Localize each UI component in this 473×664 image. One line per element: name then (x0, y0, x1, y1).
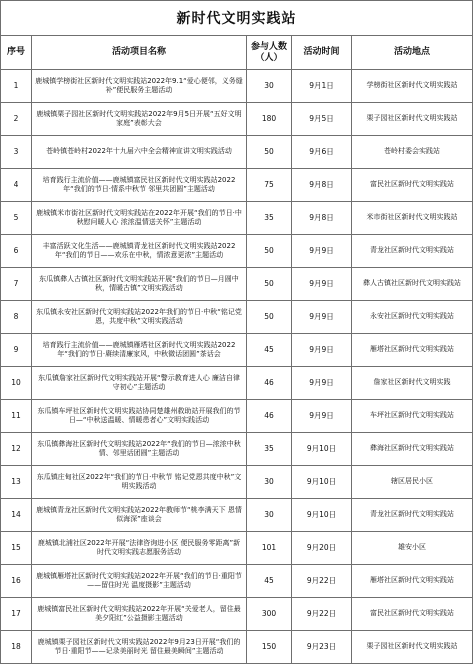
activity-time-cell[interactable]: 9月23日 (292, 631, 352, 664)
table-row (1, 202, 473, 235)
activity-name-cell[interactable]: 培育践行主流价值——鹿城镇富民社区新时代文明实践站2022年“我们的节日·情系中秋节 邻里共团圆”主题活动 (32, 169, 247, 202)
table-body (1, 70, 473, 664)
participant-count-cell[interactable]: 46 (247, 400, 292, 433)
row-index-cell[interactable]: 12 (1, 433, 32, 466)
header-index[interactable]: 序号 (1, 36, 32, 70)
activity-name-cell[interactable]: 鹿城镇栗子园社区新时代文明实践站2022年9月23日开展“我们的节日·重阳节——记录美丽时光 留住最美瞬间”主题活动 (32, 631, 247, 664)
header-location[interactable]: 活动地点 (352, 36, 473, 70)
activity-time-cell[interactable]: 9月10日 (292, 433, 352, 466)
activity-name-cell[interactable]: 鹿城镇雁塔社区新时代文明实践站2022年开展“我们的节日·重阳节——留住时光 温度摄影”主题活动 (32, 565, 247, 598)
participant-count-cell[interactable]: 75 (247, 169, 292, 202)
row-index-cell[interactable]: 17 (1, 598, 32, 631)
activity-location-cell[interactable]: 米市街社区新时代文明实践站 (352, 202, 473, 235)
participant-count-cell[interactable]: 30 (247, 70, 292, 103)
activity-location-cell[interactable]: 车坪社区新时代文明实践站 (352, 400, 473, 433)
table-row (1, 367, 473, 400)
row-index-cell[interactable]: 4 (1, 169, 32, 202)
participant-count-cell[interactable]: 150 (247, 631, 292, 664)
participant-count-cell[interactable]: 35 (247, 202, 292, 235)
activity-location-cell[interactable]: 彝人古镇社区新时代文明实践站 (352, 268, 473, 301)
activity-time-cell[interactable]: 9月20日 (292, 532, 352, 565)
table-row (1, 598, 473, 631)
table-row (1, 136, 473, 169)
activity-time-cell[interactable]: 9月9日 (292, 334, 352, 367)
activity-time-cell[interactable]: 9月8日 (292, 202, 352, 235)
table-title: 新时代文明实践站 (1, 1, 473, 36)
table-row (1, 301, 473, 334)
activity-time-cell[interactable]: 9月22日 (292, 598, 352, 631)
participant-count-cell[interactable]: 180 (247, 103, 292, 136)
activity-location-cell[interactable]: 雄安小区 (352, 532, 473, 565)
activity-location-cell[interactable]: 苍岭村委会实践站 (352, 136, 473, 169)
row-index-cell[interactable]: 15 (1, 532, 32, 565)
participant-count-cell[interactable]: 50 (247, 136, 292, 169)
table-row (1, 565, 473, 598)
table-row (1, 433, 473, 466)
activity-name-cell[interactable]: 苍岭镇苍岭村2022年十九届六中全会精神宣讲文明实践活动 (32, 136, 247, 169)
header-time[interactable]: 活动时间 (292, 36, 352, 70)
activity-time-cell[interactable]: 9月9日 (292, 367, 352, 400)
activity-name-cell[interactable]: 鹿城镇北浦社区2022年开展“法律咨询进小区 便民服务零距离”新时代文明实践志愿服务活动 (32, 532, 247, 565)
activity-name-cell[interactable]: 鹿城镇栗子园社区新时代文明实践站2022年9月5日开展“五好文明家庭”表彰大会 (32, 103, 247, 136)
activity-name-cell[interactable]: 鹿城镇学榜街社区新时代文明实践站2022年9.1“爱心便邻，义务缝补”便民服务主题活动 (32, 70, 247, 103)
activity-location-cell[interactable]: 彝海社区新时代文明实践站 (352, 433, 473, 466)
activity-name-cell[interactable]: 培育践行主流价值——鹿城镇雁塔社区新时代文明实践站2022年“我们的节日·赓续清廉家风，中秋微话团圆”茶话会 (32, 334, 247, 367)
activity-location-cell[interactable]: 青龙社区新时代文明实践站 (352, 235, 473, 268)
table-row (1, 103, 473, 136)
participant-count-cell[interactable]: 35 (247, 433, 292, 466)
table-row (1, 499, 473, 532)
activity-name-cell[interactable]: 东瓜镇车坪社区新时代文明实践站协同楚雄州救助站开展我们的节日—“中秋送温暖、情暖患者心”文明实践活动 (32, 400, 247, 433)
activity-location-cell[interactable]: 永安社区新时代文明实践站 (352, 301, 473, 334)
header-count[interactable]: 参与人数（人） (247, 36, 292, 70)
row-index-cell[interactable]: 11 (1, 400, 32, 433)
participant-count-cell[interactable]: 50 (247, 235, 292, 268)
title-row (1, 1, 473, 36)
activity-name-cell[interactable]: 东瓜镇庄甸社区2022年“我们的节日·中秋节 铭记党恩共度中秋”文明实践活动 (32, 466, 247, 499)
table-row (1, 268, 473, 301)
activity-time-cell[interactable]: 9月9日 (292, 400, 352, 433)
activity-name-cell[interactable]: 鹿城镇米市街社区新时代文明实践站在2022年开展“我们的节日·中秋慰问暖人心 浓浓温情送关怀”主题活动 (32, 202, 247, 235)
table-row (1, 466, 473, 499)
activity-location-cell[interactable]: 富民社区新时代文明实践站 (352, 169, 473, 202)
activity-time-cell[interactable]: 9月10日 (292, 466, 352, 499)
participant-count-cell[interactable]: 50 (247, 301, 292, 334)
row-index-cell[interactable]: 2 (1, 103, 32, 136)
activity-location-cell[interactable]: 栗子园社区新时代文明实践站 (352, 631, 473, 664)
activity-name-cell[interactable]: 鹿城镇富民社区新时代文明实践站2022年开展“关爱老人，留住最美夕阳红”公益摄影主题活动 (32, 598, 247, 631)
row-index-cell[interactable]: 10 (1, 367, 32, 400)
table-row (1, 532, 473, 565)
participant-count-cell[interactable]: 50 (247, 268, 292, 301)
header-name[interactable]: 活动项目名称 (32, 36, 247, 70)
table-row (1, 70, 473, 103)
activity-time-cell[interactable]: 9月1日 (292, 70, 352, 103)
row-index-cell[interactable]: 18 (1, 631, 32, 664)
activity-name-cell[interactable]: 东瓜镇詹家社区新时代文明实践站开展“警示教育进人心 廉洁自律守初心”主题活动 (32, 367, 247, 400)
participant-count-cell[interactable]: 101 (247, 532, 292, 565)
table-row (1, 235, 473, 268)
participant-count-cell[interactable]: 30 (247, 466, 292, 499)
activity-name-cell[interactable]: 东瓜镇彝海社区新时代文明实践站2022年“我们的节日—浓浓中秋情、邻里话团圆”主题活动 (32, 433, 247, 466)
participant-count-cell[interactable]: 300 (247, 598, 292, 631)
activity-time-cell[interactable]: 9月9日 (292, 235, 352, 268)
participant-count-cell[interactable]: 46 (247, 367, 292, 400)
activity-time-cell[interactable]: 9月10日 (292, 499, 352, 532)
row-index-cell[interactable]: 3 (1, 136, 32, 169)
activity-time-cell[interactable]: 9月6日 (292, 136, 352, 169)
row-index-cell[interactable]: 1 (1, 70, 32, 103)
activity-location-cell[interactable]: 雁塔社区新时代文明实践站 (352, 334, 473, 367)
activity-location-cell[interactable]: 雁塔社区新时代文明实践站 (352, 565, 473, 598)
activity-name-cell[interactable]: 东瓜镇永安社区新时代文明实践站2022年我们的节日·中秋“铭记党恩，共度中秋”文明实践活动 (32, 301, 247, 334)
activity-location-cell[interactable]: 辖区居民小区 (352, 466, 473, 499)
table-row (1, 400, 473, 433)
header-row (1, 36, 473, 70)
activity-name-cell[interactable]: 鹿城镇青龙社区新时代文明实践站2022年教师节“桃李满天下 恩情似海深”座谈会 (32, 499, 247, 532)
row-index-cell[interactable]: 7 (1, 268, 32, 301)
row-index-cell[interactable]: 13 (1, 466, 32, 499)
activity-location-cell[interactable]: 詹家社区新时代文明实践 (352, 367, 473, 400)
activity-time-cell[interactable]: 9月9日 (292, 301, 352, 334)
activity-time-cell[interactable]: 9月8日 (292, 169, 352, 202)
activity-time-cell[interactable]: 9月22日 (292, 565, 352, 598)
row-index-cell[interactable]: 14 (1, 499, 32, 532)
participant-count-cell[interactable]: 45 (247, 334, 292, 367)
activity-time-cell[interactable]: 9月5日 (292, 103, 352, 136)
activity-location-cell[interactable]: 学榜街社区新时代文明实践站 (352, 70, 473, 103)
participant-count-cell[interactable]: 30 (247, 499, 292, 532)
activity-name-cell[interactable]: 丰富活跃文化生活——鹿城镇青龙社区新时代文明实践站2022年“我们的节日——欢乐在中秋，情浓意更浓”主题活动 (32, 235, 247, 268)
activity-location-cell[interactable]: 青龙社区新时代文明实践站 (352, 499, 473, 532)
activity-location-cell[interactable]: 栗子园社区新时代文明实践站 (352, 103, 473, 136)
participant-count-cell[interactable]: 45 (247, 565, 292, 598)
row-index-cell[interactable]: 8 (1, 301, 32, 334)
row-index-cell[interactable]: 16 (1, 565, 32, 598)
row-index-cell[interactable]: 5 (1, 202, 32, 235)
activity-time-cell[interactable]: 9月9日 (292, 268, 352, 301)
table-row (1, 334, 473, 367)
activity-location-cell[interactable]: 富民社区新时代文明实践站 (352, 598, 473, 631)
row-index-cell[interactable]: 6 (1, 235, 32, 268)
activity-name-cell[interactable]: 东瓜镇彝人古镇社区新时代文明实践站开展“我们的节日—月圆中秋，情暖古镇”文明实践活动 (32, 268, 247, 301)
table-row (1, 631, 473, 664)
row-index-cell[interactable]: 9 (1, 334, 32, 367)
table-row (1, 169, 473, 202)
